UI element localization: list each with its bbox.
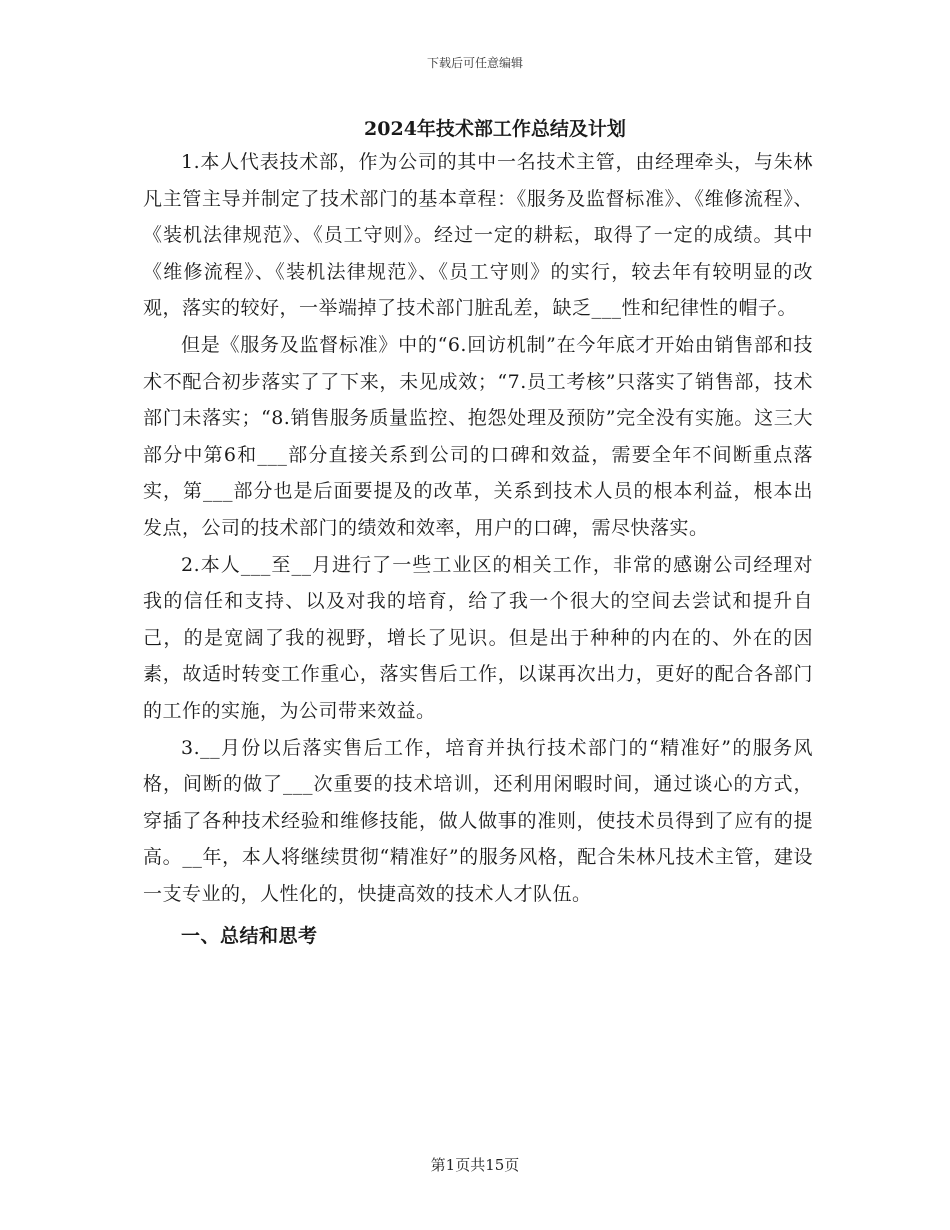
page-number: 第1页共15页 (430, 1156, 520, 1174)
document-title: 2024年技术部工作总结及计划 (364, 118, 626, 140)
paragraph-3: 2.本人___至__月进行了一些工业区的相关工作，非常的感谢公司经理对我的信任和支持、以及对我的培育，给了我一个很大的空间去尝试和提升自己，的是宽阔了我的视野，增长了见识。但是出于种种的内在的、外在的因素，故适时转变工作重心，落实售后工作，以谋再次出力，更好的配合各部门的工作的实施，为公司带来效益。 (143, 553, 813, 722)
paragraph-4: 3.__月份以后落实售后工作，培育并执行技术部门的“精准好”的服务风格，间断的做了___次重要的技术培训，还利用闲暇时间，通过谈心的方式，穿插了各种技术经验和维修技能，做人做事的准则，使技术员得到了应有的提高。__年，本人将继续贯彻“精准好”的服务风格，配合朱林凡技术主管，建设一支专业的，人性化的，快捷高效的技术人才队伍。 (143, 736, 813, 905)
paragraph-2: 但是《服务及监督标准》中的“6.回访机制”在今年底才开始由销售部和技术不配合初步落实了了下来，未见成效；“7.员工考核”只落实了销售部，技术部门未落实；“8.销售服务质量监控、抱怨处理及预防”完全没有实施。这三大部分中第6和___部分直接关系到公司的口碑和效益，需要全年不间断重点落实，第___部分也是后面要提及的改革，关系到技术人员的根本利益，根本出发点，公司的技术部门的绩效和效率，用户的口碑，需尽快落实。 (143, 333, 813, 539)
page-header-note: 下载后可任意编辑 (426, 56, 523, 70)
section-heading: 一、总结和思考 (181, 925, 318, 948)
document-body (143, 144, 813, 955)
paragraph-1: 1.本人代表技术部，作为公司的其中一名技术主管，由经理牵头，与朱林凡主管主导并制定了技术部门的基本章程：《服务及监督标准》、《维修流程》、《装机法律规范》、《员工守则》。经过一定的耕耘，取得了一定的成绩。其中《维修流程》、《装机法律规范》、《员工守则》的实行，较去年有较明显的改观，落实的较好，一举端掉了技术部门脏乱差，缺乏___性和纪律性的帽子。 (143, 151, 813, 320)
